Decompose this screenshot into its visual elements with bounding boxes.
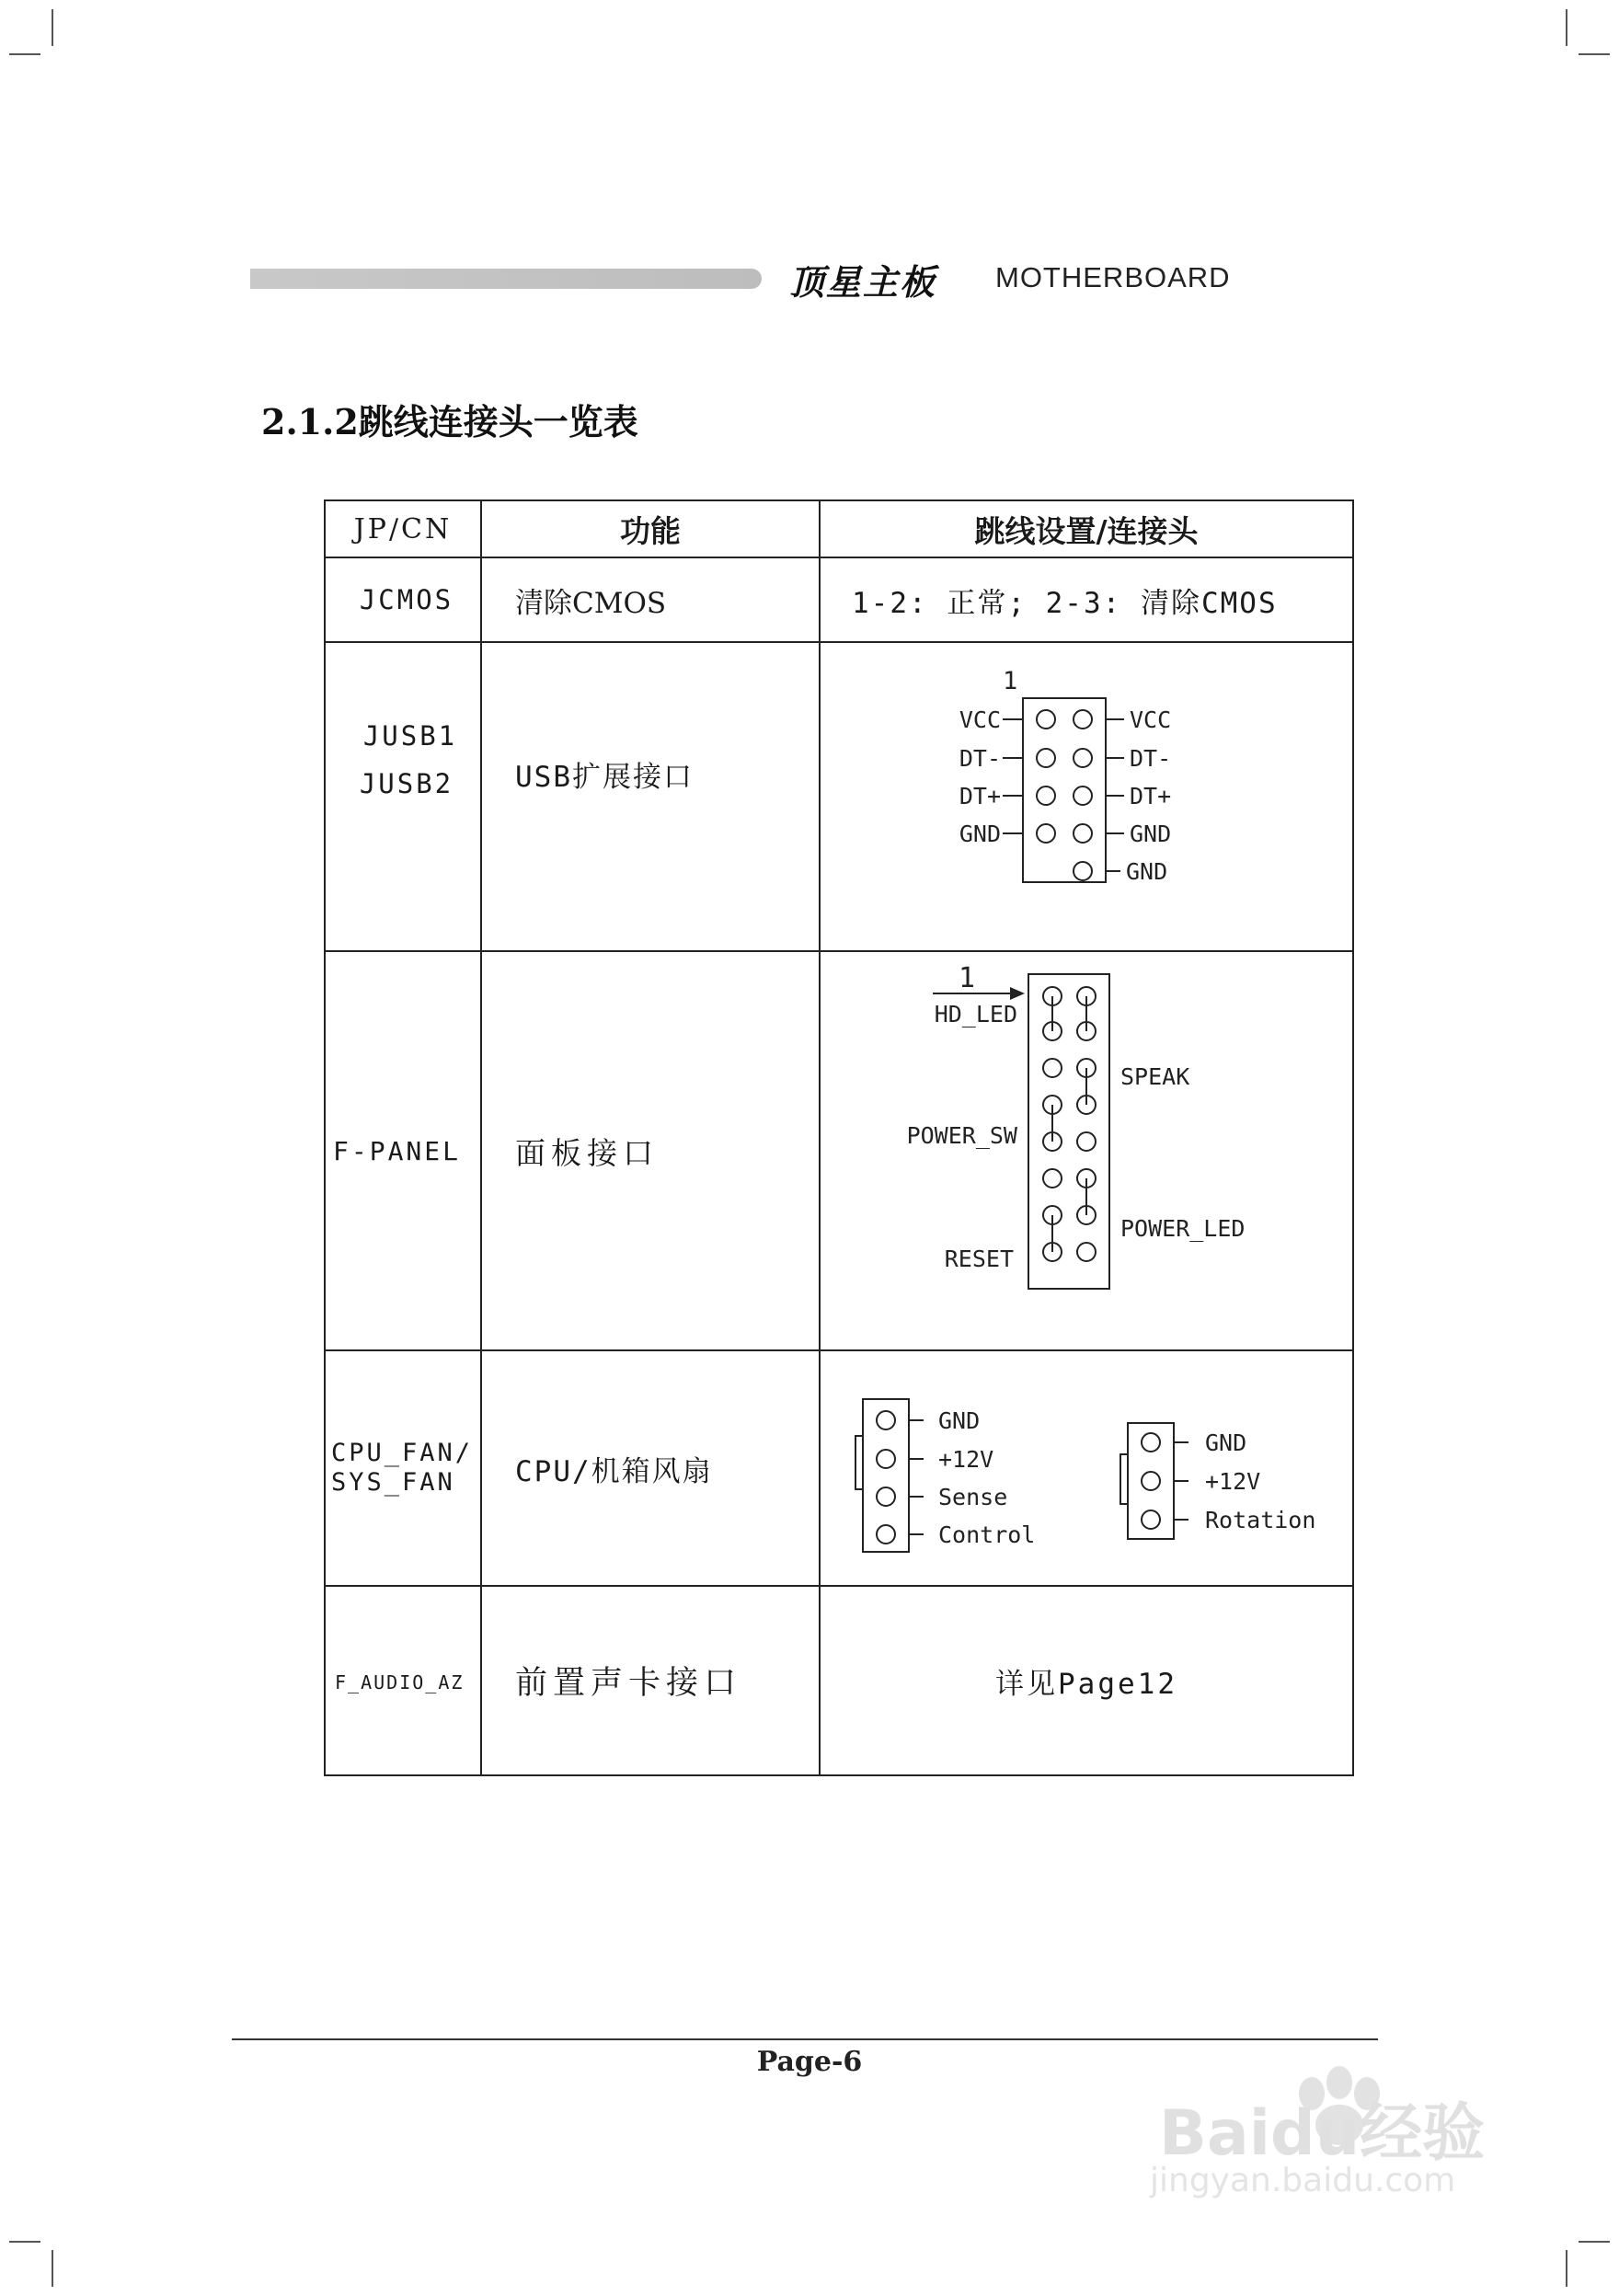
pin-label: GND — [1126, 858, 1168, 885]
jumper-table — [324, 499, 1354, 1776]
crop-mark — [1566, 9, 1567, 46]
pin-label: SPEAK — [1120, 1063, 1190, 1090]
usb-pins — [1037, 710, 1092, 880]
footer-rule — [232, 2038, 1378, 2040]
baidu-paw-logo — [1141, 2053, 1545, 2200]
crop-mark — [9, 53, 40, 55]
fpanel-pinout-svg — [821, 952, 1352, 1346]
pin-label: +12V — [938, 1446, 994, 1473]
pin-label: DT+ — [1130, 783, 1172, 809]
usb-pinout-svg — [821, 643, 1352, 947]
watermark-url: jingyan.baidu.com — [1150, 2162, 1456, 2199]
fpanel-header-diagram — [820, 951, 1353, 1350]
pin1-arrowhead — [1010, 987, 1025, 1000]
pin-label: DT- — [1130, 745, 1172, 772]
pin-label: DT- — [959, 745, 1001, 772]
pin — [1074, 749, 1092, 767]
brand-name-cn: 顶星主板 — [789, 262, 937, 303]
pin-label: GND — [1205, 1429, 1247, 1456]
pin-label: VCC — [959, 706, 1001, 733]
pin-label: GND — [938, 1407, 981, 1434]
fan4-connector — [863, 1399, 909, 1552]
crop-mark — [1566, 2250, 1567, 2287]
fan-header-diagram — [820, 1350, 1353, 1586]
header-setting: 跳线设置/连接头 — [820, 500, 1353, 557]
pin-label: POWER_SW — [906, 1122, 1017, 1149]
connector-outline — [1023, 698, 1106, 882]
pin-label: DT+ — [959, 783, 1001, 809]
row-function: 前置声卡接口 — [481, 1586, 820, 1775]
row-setting: 1-2: 正常; 2-3: 清除CMOS — [820, 557, 1353, 642]
pin — [1037, 710, 1055, 729]
table-row-jcmos — [325, 557, 1353, 642]
crop-mark — [9, 2241, 40, 2243]
pin-label: GND — [959, 821, 1001, 847]
baidu-watermark — [1141, 2053, 1545, 2200]
pin-label: POWER_LED — [1120, 1215, 1246, 1242]
connector-outline — [1028, 974, 1109, 1289]
fan-pinout-svg — [821, 1351, 1352, 1581]
crop-mark — [1579, 53, 1610, 55]
row-function: CPU/机箱风扇 — [481, 1350, 820, 1586]
pin — [1074, 862, 1092, 880]
pin — [1037, 824, 1055, 843]
row-function: 面板接口 — [481, 951, 820, 1350]
pin-label: RESET — [944, 1246, 1014, 1272]
fan4-key — [855, 1436, 863, 1489]
header-function: 功能 — [481, 500, 820, 557]
pin — [1074, 786, 1092, 805]
usb-header-diagram — [820, 642, 1353, 951]
table-row-audio — [325, 1586, 1353, 1775]
row-id-line: JUSB1 — [362, 720, 458, 752]
table-header-row — [325, 500, 1353, 557]
crop-mark — [1579, 2241, 1610, 2243]
page-number: Page-6 — [756, 2046, 863, 2078]
fan3-key — [1120, 1454, 1128, 1504]
pin — [1074, 824, 1092, 843]
brand-name-en: MOTHERBOARD — [995, 261, 1231, 293]
row-id-line: SYS_FAN — [331, 1468, 455, 1497]
row-id — [325, 642, 481, 951]
row-function: 清除CMOS — [481, 557, 820, 642]
pin-label: Rotation — [1205, 1507, 1316, 1533]
pin1-label: 1 — [959, 962, 976, 994]
section-title: 2.1.2跳线连接头一览表 — [261, 401, 638, 442]
fan3-connector — [1128, 1423, 1174, 1539]
table-row-fpanel — [325, 951, 1353, 1350]
row-setting: 详见Page12 — [820, 1586, 1353, 1775]
pin — [1037, 749, 1055, 767]
row-id — [325, 1350, 481, 1586]
table-row-usb — [325, 642, 1353, 951]
pin-label: VCC — [1130, 706, 1172, 733]
pin — [1074, 710, 1092, 729]
pin-label: HD_LED — [934, 1001, 1017, 1027]
pin — [1037, 786, 1055, 805]
crop-mark — [52, 9, 53, 46]
row-id: F-PANEL — [325, 951, 481, 1350]
header-jpcn: JP/CN — [325, 500, 481, 557]
pin1-label: 1 — [1003, 667, 1018, 695]
header-bar — [250, 269, 762, 289]
table-row-fan — [325, 1350, 1353, 1586]
crop-mark — [52, 2250, 53, 2287]
row-id-line: CPU_FAN/ — [331, 1439, 474, 1467]
fpanel-pins — [1043, 987, 1096, 1261]
row-id: F_AUDIO_AZ — [325, 1586, 481, 1775]
row-id: JCMOS — [325, 557, 481, 642]
pin-label: Control — [938, 1521, 1036, 1548]
watermark-brand: Baidu经验 — [1159, 2097, 1486, 2170]
fan4-pins — [877, 1411, 924, 1544]
row-id-line: JUSB2 — [359, 768, 454, 799]
pin-label: GND — [1130, 821, 1172, 847]
pin-label: +12V — [1205, 1468, 1261, 1495]
row-function: USB扩展接口 — [481, 642, 820, 951]
pin-label: Sense — [938, 1484, 1008, 1510]
fan3-pins — [1142, 1433, 1188, 1529]
